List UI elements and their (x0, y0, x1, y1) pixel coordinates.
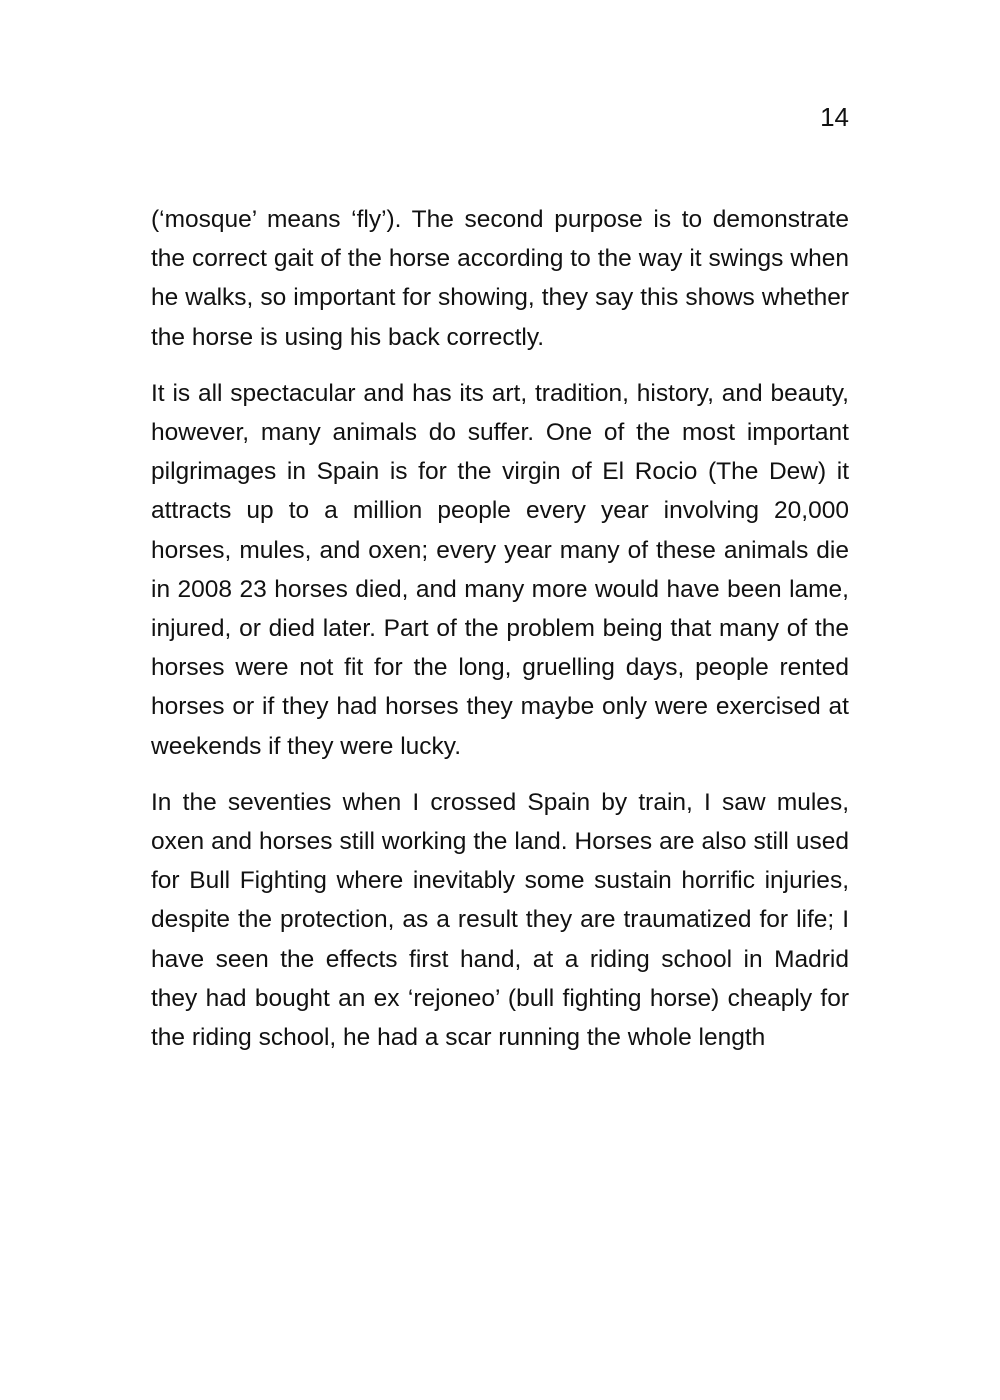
paragraph-3: In the seventies when I crossed Spain by train, I saw mules, oxen and horses still working the land. Horses are also still used for Bull Fighting where inevitably some sustain horrific injuries, despite the protection, as a result they are traumatized for life; I have seen the effects first hand, at a riding school in Madrid they had bought an ex ‘rejoneo’ (bull fighting horse) cheaply for the riding school, he had a scar running the whole length (151, 788, 849, 1052)
paragraph-2: It is all spectacular and has its art, tradition, history, and beauty, however, many animals do suffer. One of the most important pilgrimages in Spain is for the virgin of El Rocio (The Dew) it attracts up to a million people every year involving 20,000 horses, mules, and oxen; every year many of these animals die in 2008 23 horses died, and many more would have been lame, injured, or died later. Part of the problem being that many of the horses were not fit for the long, gruelling days, people rented horses or if they had horses they maybe only were exercised at weekends if they were lucky. (151, 379, 849, 760)
page-number: 14 (820, 102, 849, 132)
body-text (151, 200, 849, 1074)
paragraph-1: (‘mosque’ means ‘fly’). The second purpose is to demonstrate the correct gait of the horse according to the way it swings when he walks, so important for showing, they say this shows whether the horse is using his back correctly. (151, 206, 849, 351)
